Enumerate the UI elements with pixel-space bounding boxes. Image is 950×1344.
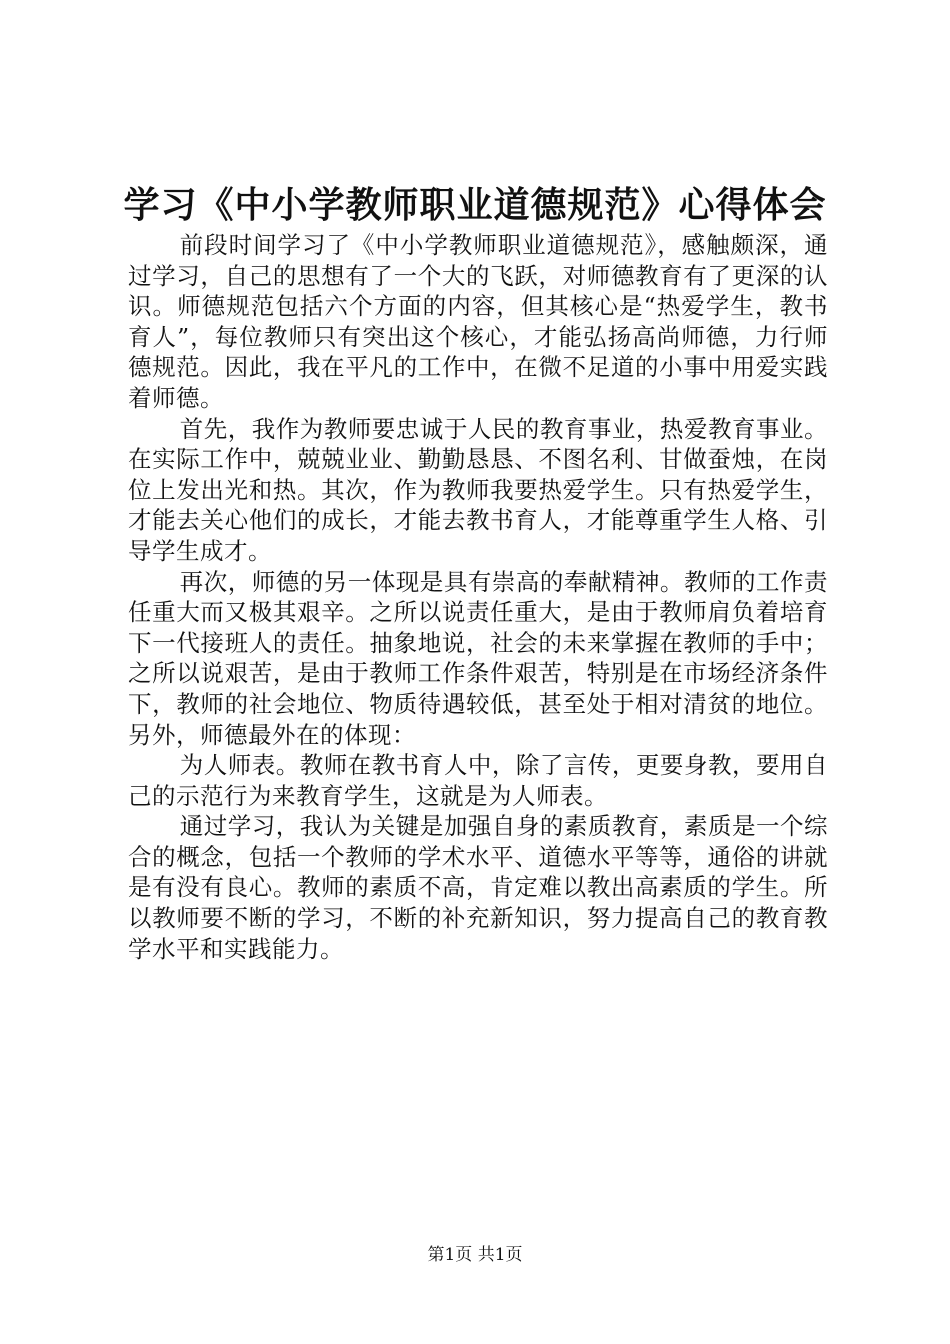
paragraph: 为人师表。教师在教书育人中，除了言传，更要身教，要用自己的示范行为来教育学生，这就是为人师表。 — [128, 751, 828, 810]
paragraph: 再次，师德的另一体现是具有崇高的奉献精神。教师的工作责任重大而又极其艰辛。之所以说责任重大，是由于教师肩负着培育下一代接班人的责任。抽象地说，社会的未来掌握在教师的手中；之所以说艰苦，是由于教师工作条件艰苦，特别是在市场经济条件下，教师的社会地位、物质待遇较低，甚至处于相对清贫的地位。另外，师德最外在的体现： — [128, 567, 828, 749]
document-title: 学习《中小学教师职业道德规范》心得体会 — [123, 185, 827, 226]
page-footer: 第1页 共1页 — [427, 1245, 523, 1265]
paragraph: 首先，我作为教师要忠诚于人民的教育事业，热爱教育事业。在实际工作中，兢兢业业、勤勤恳恳、不图名利、甘做蚕烛，在岗位上发出光和热。其次，作为教师我要热爱学生。只有热爱学生，才能去关心他们的成长，才能去教书育人，才能尊重学生人格、引导学生成才。 — [128, 414, 828, 565]
document-body — [128, 230, 828, 964]
paragraph: 通过学习，我认为关键是加强自身的素质教育，素质是一个综合的概念，包括一个教师的学术水平、道德水平等等，通俗的讲就是有没有良心。教师的素质不高，肯定难以教出高素质的学生。所以教师要不断的学习，不断的补充新知识，努力提高自己的教育教学水平和实践能力。 — [128, 812, 828, 963]
paragraph: 前段时间学习了《中小学教师职业道德规范》，感触颇深，通过学习，自己的思想有了一个大的飞跃，对师德教育有了更深的认识。师德规范包括六个方面的内容，但其核心是“热爱学生，教书育人”，每位教师只有突出这个核心，才能弘扬高尚师德，力行师德规范。因此，我在平凡的工作中，在微不足道的小事中用爱实践着师德。 — [128, 231, 828, 412]
